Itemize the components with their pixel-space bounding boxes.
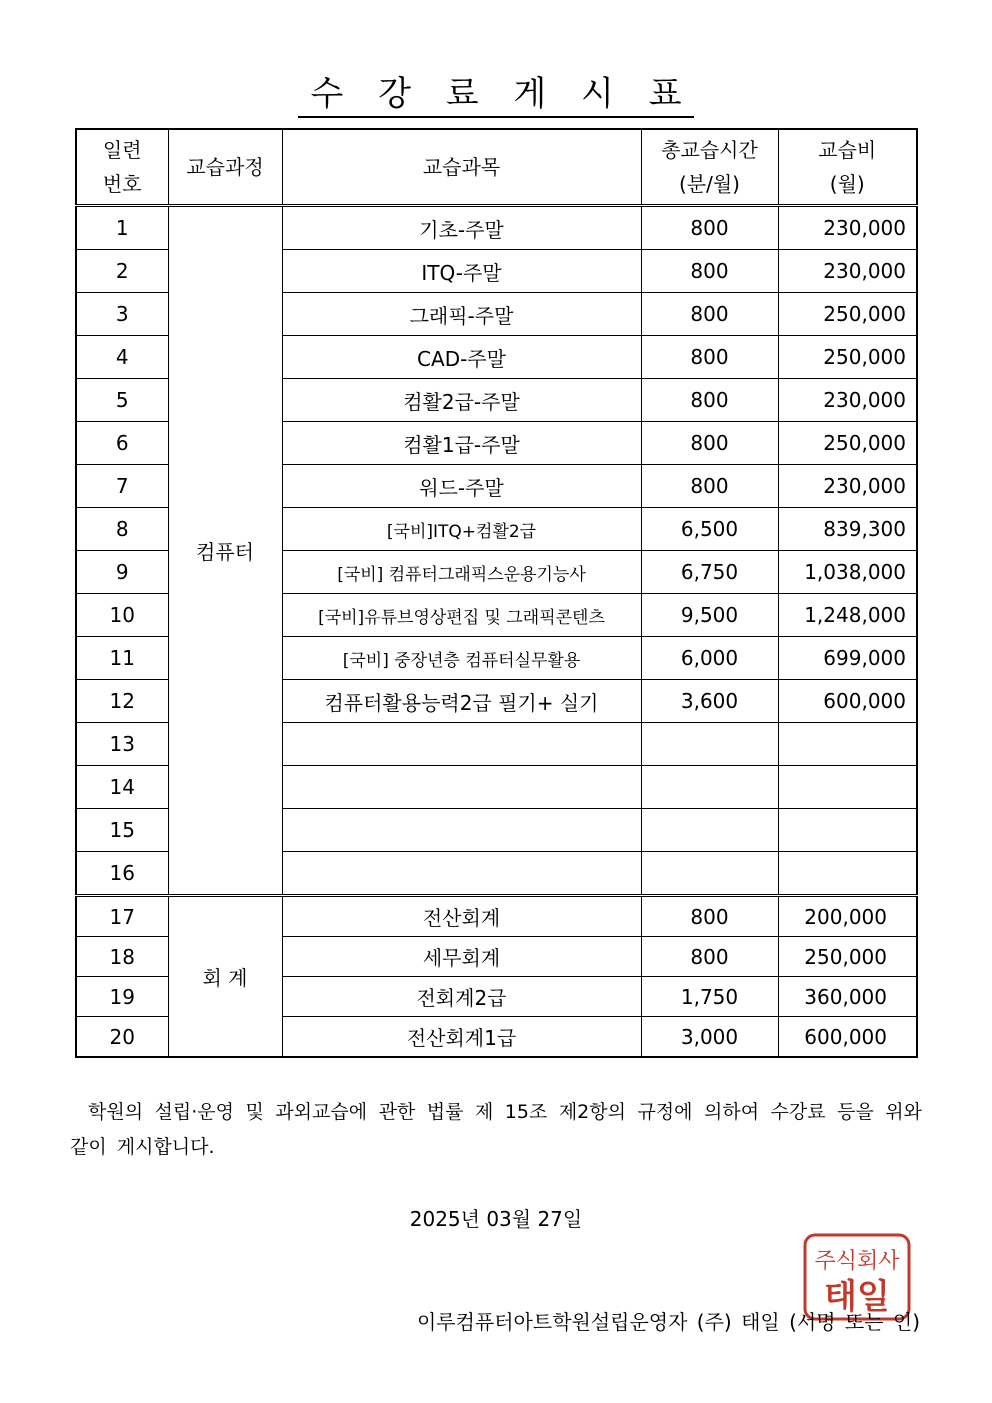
fee-table — [75, 128, 918, 1058]
hours-cell: 800 — [641, 206, 778, 250]
hours-cell: 9,500 — [641, 594, 778, 637]
subject-cell: 전회계2급 — [282, 977, 641, 1017]
fee-cell: 360,000 — [778, 977, 917, 1017]
serial-no-cell: 19 — [76, 977, 168, 1017]
fee-cell: 1,038,000 — [778, 551, 917, 594]
subject-cell — [282, 852, 641, 896]
hours-cell: 800 — [641, 465, 778, 508]
serial-no-cell: 16 — [76, 852, 168, 896]
serial-no-cell: 14 — [76, 766, 168, 809]
legal-notice: 학원의 설립·운영 및 과외교습에 관한 법률 제 15조 제2항의 규정에 의하여 수강료 등을 위와 같이 게시합니다. — [70, 1101, 922, 1158]
fee-cell: 250,000 — [778, 336, 917, 379]
fee-cell — [778, 723, 917, 766]
fee-cell — [778, 852, 917, 896]
fee-cell: 250,000 — [778, 422, 917, 465]
hours-cell: 800 — [641, 293, 778, 336]
hours-cell: 1,750 — [641, 977, 778, 1017]
subject-cell: [국비] 컴퓨터그래픽스운용기능사 — [282, 551, 641, 594]
hours-cell: 800 — [641, 379, 778, 422]
subject-cell: [국비] 중장년층 컴퓨터실무활용 — [282, 637, 641, 680]
fee-cell: 1,248,000 — [778, 594, 917, 637]
subject-cell: 컴퓨터활용능력2급 필기+ 실기 — [282, 680, 641, 723]
course-cell: 컴퓨터 — [168, 206, 282, 896]
hours-cell: 6,750 — [641, 551, 778, 594]
fee-cell: 230,000 — [778, 206, 917, 250]
hours-cell: 800 — [641, 937, 778, 977]
fee-cell: 699,000 — [778, 637, 917, 680]
table-row — [76, 896, 917, 937]
serial-no-cell: 20 — [76, 1017, 168, 1058]
hours-cell — [641, 723, 778, 766]
document-title: 수 강 료 게 시 표 — [0, 66, 992, 115]
hours-cell: 3,000 — [641, 1017, 778, 1058]
fee-cell: 230,000 — [778, 379, 917, 422]
header-total-hours: 총교습시간 (분/월) — [641, 129, 778, 206]
hours-cell — [641, 766, 778, 809]
subject-cell: 컴활2급-주말 — [282, 379, 641, 422]
header-serial-no: 일련 번호 — [76, 129, 168, 206]
serial-no-cell: 5 — [76, 379, 168, 422]
fee-cell — [778, 809, 917, 852]
fee-cell: 600,000 — [778, 1017, 917, 1058]
subject-cell: 세무회계 — [282, 937, 641, 977]
posting-date: 2025년 03월 27일 — [409, 1207, 583, 1231]
subject-cell: 전산회계 — [282, 896, 641, 937]
fee-cell: 600,000 — [778, 680, 917, 723]
serial-no-cell: 11 — [76, 637, 168, 680]
subject-cell: 컴활1급-주말 — [282, 422, 641, 465]
table-row — [76, 206, 917, 250]
subject-cell — [282, 723, 641, 766]
subject-cell: CAD-주말 — [282, 336, 641, 379]
hours-cell: 800 — [641, 896, 778, 937]
serial-no-cell: 8 — [76, 508, 168, 551]
course-cell: 회 계 — [168, 896, 282, 1058]
table-header-row — [76, 129, 917, 206]
subject-cell — [282, 766, 641, 809]
serial-no-cell: 9 — [76, 551, 168, 594]
subject-cell: [국비]유튜브영상편집 및 그래픽콘텐츠 — [282, 594, 641, 637]
serial-no-cell: 4 — [76, 336, 168, 379]
serial-no-cell: 2 — [76, 250, 168, 293]
serial-no-cell: 3 — [76, 293, 168, 336]
seal-text-line2: 태일 — [824, 1277, 890, 1317]
hours-cell: 6,000 — [641, 637, 778, 680]
fee-cell — [778, 766, 917, 809]
serial-no-cell: 13 — [76, 723, 168, 766]
fee-cell: 230,000 — [778, 465, 917, 508]
accounting-course-group — [76, 896, 917, 1058]
serial-no-cell: 6 — [76, 422, 168, 465]
serial-no-cell: 18 — [76, 937, 168, 977]
subject-cell: 그래픽-주말 — [282, 293, 641, 336]
hours-cell: 800 — [641, 336, 778, 379]
fee-cell: 250,000 — [778, 937, 917, 977]
header-fee: 교습비 (월) — [778, 129, 917, 206]
fee-cell: 230,000 — [778, 250, 917, 293]
hours-cell: 800 — [641, 422, 778, 465]
subject-cell: 기초-주말 — [282, 206, 641, 250]
subject-cell: ITQ-주말 — [282, 250, 641, 293]
serial-no-cell: 12 — [76, 680, 168, 723]
header-subject: 교습과목 — [282, 129, 641, 206]
signature-line: 이루컴퓨터아트학원설립운영자 (주) 태일 (서명 또는 인) — [416, 1310, 920, 1334]
subject-cell: 워드-주말 — [282, 465, 641, 508]
seal-text-line1: 주식회사 — [814, 1249, 900, 1274]
header-course: 교습과정 — [168, 129, 282, 206]
hours-cell — [641, 809, 778, 852]
hours-cell — [641, 852, 778, 896]
serial-no-cell: 10 — [76, 594, 168, 637]
fee-cell: 839,300 — [778, 508, 917, 551]
serial-no-cell: 17 — [76, 896, 168, 937]
fee-cell: 200,000 — [778, 896, 917, 937]
hours-cell: 3,600 — [641, 680, 778, 723]
hours-cell: 6,500 — [641, 508, 778, 551]
serial-no-cell: 15 — [76, 809, 168, 852]
hours-cell: 800 — [641, 250, 778, 293]
subject-cell: [국비]ITQ+컴활2급 — [282, 508, 641, 551]
subject-cell — [282, 809, 641, 852]
computer-course-group — [76, 206, 917, 896]
serial-no-cell: 1 — [76, 206, 168, 250]
serial-no-cell: 7 — [76, 465, 168, 508]
subject-cell: 전산회계1급 — [282, 1017, 641, 1058]
fee-cell: 250,000 — [778, 293, 917, 336]
